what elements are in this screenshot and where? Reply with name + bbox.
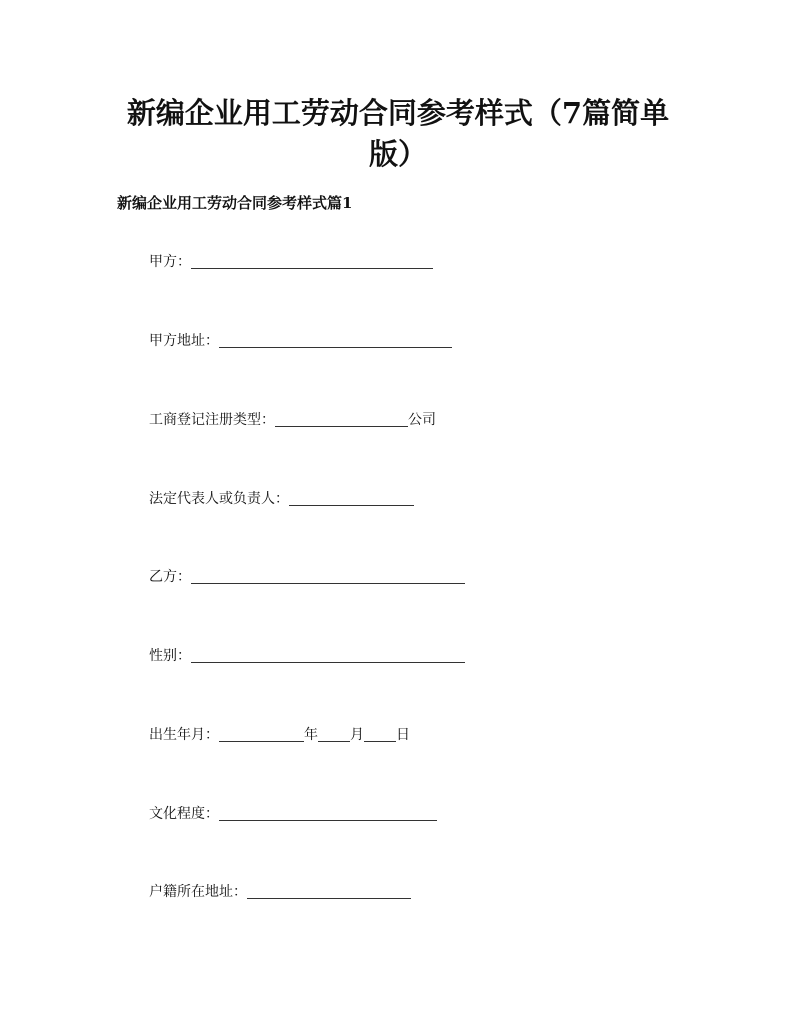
birth-year-blank bbox=[219, 726, 304, 742]
birth-month-label: 月 bbox=[350, 727, 364, 743]
party-b-label: 乙方： bbox=[149, 569, 191, 585]
birth-date-field bbox=[149, 725, 410, 745]
party-b-blank bbox=[191, 568, 465, 584]
party-a-address-blank bbox=[219, 332, 452, 348]
gender-blank bbox=[191, 647, 465, 663]
household-address-field bbox=[149, 882, 411, 902]
household-address-label: 户籍所在地址： bbox=[149, 884, 247, 900]
gender-field bbox=[149, 646, 465, 666]
registration-type-suffix: 公司 bbox=[408, 412, 436, 428]
section-title: 新编企业用工劳动合同参考样式篇1 bbox=[117, 194, 353, 212]
document-title-line-2: 版） bbox=[368, 137, 427, 171]
gender-label: 性别： bbox=[149, 648, 191, 664]
education-blank bbox=[219, 805, 437, 821]
party-a-address-field bbox=[149, 331, 452, 351]
legal-rep-blank bbox=[289, 490, 414, 506]
registration-type-label: 工商登记注册类型： bbox=[149, 412, 275, 428]
birth-day-blank bbox=[364, 726, 396, 742]
legal-rep-label: 法定代表人或负责人： bbox=[149, 491, 289, 507]
household-address-blank bbox=[247, 883, 411, 899]
party-a-blank bbox=[191, 253, 433, 269]
education-field bbox=[149, 804, 437, 824]
birth-day-label: 日 bbox=[396, 727, 410, 743]
legal-rep-field bbox=[149, 489, 414, 509]
birth-year-label: 年 bbox=[304, 727, 318, 743]
party-a-field bbox=[149, 252, 433, 272]
registration-type-field bbox=[149, 410, 436, 430]
education-label: 文化程度： bbox=[149, 806, 219, 822]
party-a-address-label: 甲方地址： bbox=[149, 333, 219, 349]
party-a-label: 甲方： bbox=[149, 254, 191, 270]
birth-month-blank bbox=[318, 726, 350, 742]
party-b-field bbox=[149, 567, 465, 587]
birth-date-label: 出生年月： bbox=[149, 727, 219, 743]
document-title-line-1: 新编企业用工劳动合同参考样式（7篇简单 bbox=[126, 96, 670, 130]
registration-type-blank bbox=[275, 411, 408, 427]
